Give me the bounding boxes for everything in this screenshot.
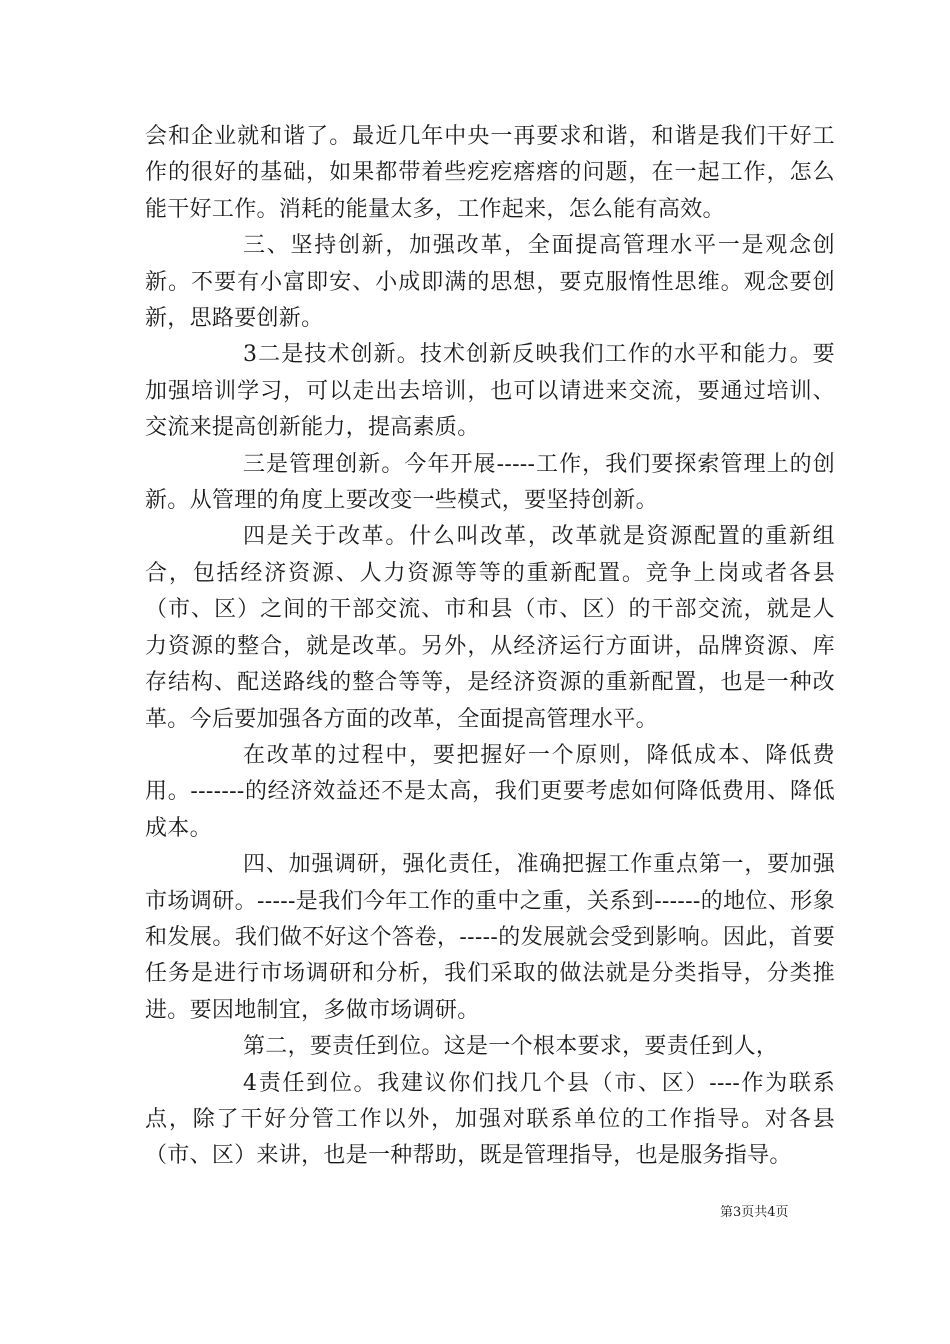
page-number-footer: 第3页共4页 [720, 1205, 789, 1220]
paragraph-6: 在改革的过程中，要把握好一个原则，降低成本、降低费用。-------的经济效益还不是太高，我们更要考虑如何降低费用、降低成本。 [145, 742, 835, 841]
paragraph-5: 四是关于改革。什么叫改革，改革就是资源配置的重新组合，包括经济资源、人力资源等等的重新配置。竞争上岗或者各县（市、区）之间的干部交流、市和县（市、区）的干部交流，就是人力资源的整合，就是改革。另外，从经济运行方面讲，品牌资源、库存结构、配送路线的整合等等，是经济资源的重新配置，也是一种改革。今后要加强各方面的改革，全面提高管理水平。 [145, 524, 835, 732]
paragraph-9: 4责任到位。我建议你们找几个县（市、区）----作为联系点，除了干好分管工作以外，加强对联系单位的工作指导。对各县（市、区）来讲，也是一种帮助，既是管理指导，也是服务指导。 [145, 1070, 835, 1169]
paragraph-3: 3二是技术创新。技术创新反映我们工作的水平和能力。要加强培训学习，可以走出去培训，也可以请进来交流，要通过培训、交流来提高创新能力，提高素质。 [145, 342, 835, 441]
document-body [145, 119, 835, 1175]
paragraph-1: 会和企业就和谐了。最近几年中央一再要求和谐，和谐是我们干好工作的很好的基础，如果都带着些疙疙瘩瘩的问题，在一起工作，怎么能干好工作。消耗的能量太多，工作起来，怎么能有高效。 [145, 124, 835, 222]
paragraph-7: 四、加强调研，强化责任，准确把握工作重点第一，要加强市场调研。-----是我们今年工作的重中之重，关系到------的地位、形象和发展。我们做不好这个答卷，-----的发展就会受到影响。因此，首要任务是进行市场调研和分析，我们采取的做法就是分类指导，分类推进。要因地制宜，多做市场调研。 [145, 852, 835, 1023]
paragraph-8: 第二，要责任到位。这是一个根本要求，要责任到人， [243, 1034, 779, 1060]
paragraph-2: 三、坚持创新，加强改革，全面提高管理水平一是观念创新。不要有小富即安、小成即满的思想，要克服惰性思维。观念要创新，思路要创新。 [145, 233, 835, 332]
paragraph-4: 三是管理创新。今年开展-----工作，我们要探索管理上的创新。从管理的角度上要改变一些模式，要坚持创新。 [145, 451, 835, 514]
